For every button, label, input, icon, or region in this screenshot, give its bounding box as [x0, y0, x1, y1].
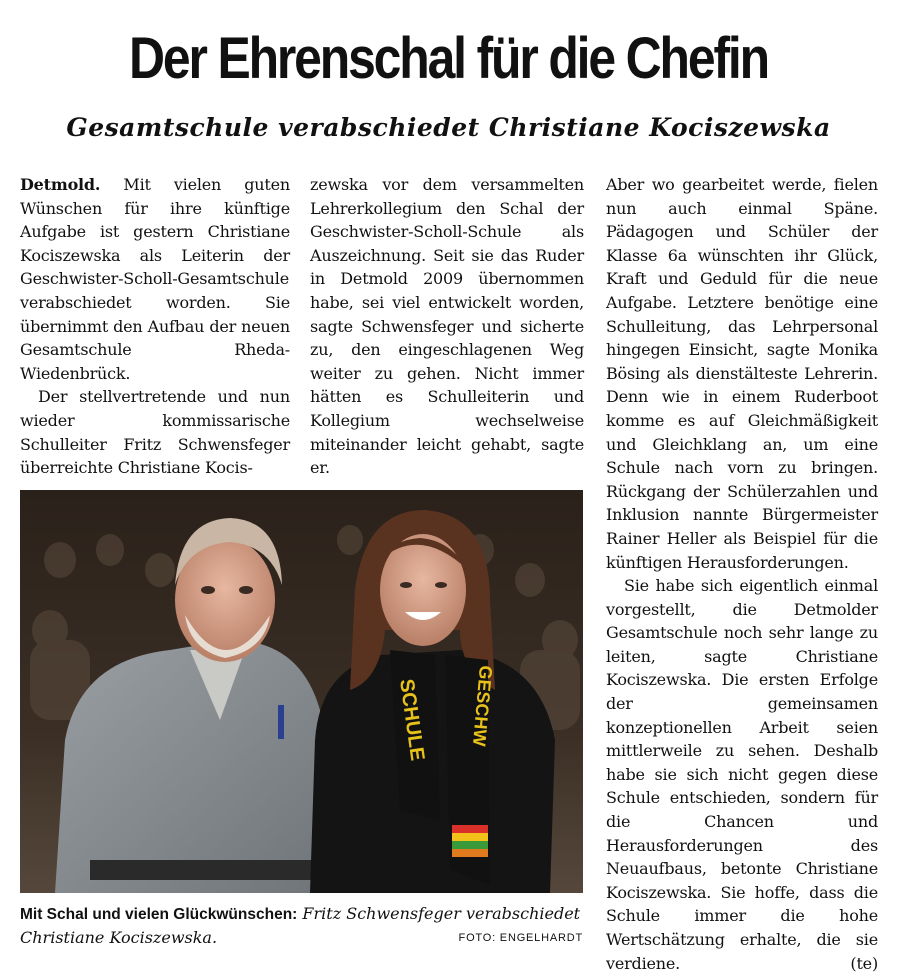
author-signoff: (te)	[850, 953, 878, 973]
paragraph-2: Der stellvertretende und nun wieder kommissarische Schulleiter Fritz Schwensfeger überreichte Christiane Kocis-	[20, 387, 290, 478]
paragraph-1	[20, 173, 290, 385]
photo-credit: FOTO: ENGELHARDT	[458, 932, 583, 944]
caption-lead: Mit Schal und vielen Glückwünschen:	[20, 906, 298, 923]
article-column-2	[310, 173, 584, 480]
paragraph-5-text: Sie habe sich eigentlich einmal vorgestellt, die Detmolder Gesamtschule noch sehr lange zu leiten, sagte Christiane Kociszewska. Die ersten Erfolge der gemeinsamen konzeptionellen Arbeit seien mittlerweile zu sehen. Deshalb habe sie sich nicht gegen diese Schule entschieden, sondern für die Chancen und Herausforderungen des Neuaufbaus, betonte Christiane Kociszewska. Sie hoffe, dass die Schule immer die hohe Wertschätzung erhalte, die sie verdiene.	[606, 576, 878, 973]
headline: Der Ehrenschal für die Chefin	[129, 26, 768, 91]
dateline: Detmold.	[20, 175, 101, 194]
caption-text: Fritz Schwensfeger verabschiedet Christiane Kociszewska.	[20, 904, 581, 947]
article-photo	[20, 490, 583, 893]
article-column-3	[606, 173, 878, 975]
paragraph-3: zewska vor dem versammelten Lehrerkollegium den Schal der Geschwister-Scholl-Schule als Auszeichnung. Seit sie das Ruder in Detmold 2009 übernommen habe, sei viel entwickelt worden, sagte Schwensfeger und sicherte zu, den eingeschlagenen Weg weiter zu gehen. Nicht immer hätten es Schulleiterin und Kollegium wechselweise miteinander leicht gehabt, sagte er.	[310, 175, 584, 478]
paragraph-1-text: Mit vielen guten Wünschen für ihre künftige Aufgabe ist gestern Christiane Kociszewska als Leiterin der Geschwister-Scholl-Gesamtschule verabschiedet worden. Sie übernimmt den Aufbau der neuen Gesamtschule Rheda-Wiedenbrück.	[20, 175, 290, 383]
scarf-text-right: GESCHW	[468, 664, 496, 748]
paragraph-4: Aber wo gearbeitet werde, fielen nun auch einmal Späne. Pädagogen und Schüler der Klasse 6a wünschten ihr Glück, Kraft und Geduld für die neue Aufgabe. Letztere benötige eine Schulleitung, das Lehrpersonal hingegen Einsicht, sagte Monika Bösing als dienstälteste Lehrerin. Denn wie in einem Ruderboot komme es auf Gleichmäßigkeit und Gleichklang an, um eine Schule nach vorn zu bringen. Rückgang der Schülerzahlen und Inklusion nannte Bürgermeister Rainer Heller als Beispiel für die künftigen Herausforderungen.	[606, 175, 878, 572]
article-column-1	[20, 173, 290, 480]
scarf-text-left: SCHULE	[395, 677, 429, 763]
subheadline: Gesamtschule verabschiedet Christiane Kociszewska	[66, 113, 831, 142]
paragraph-5	[606, 574, 878, 975]
